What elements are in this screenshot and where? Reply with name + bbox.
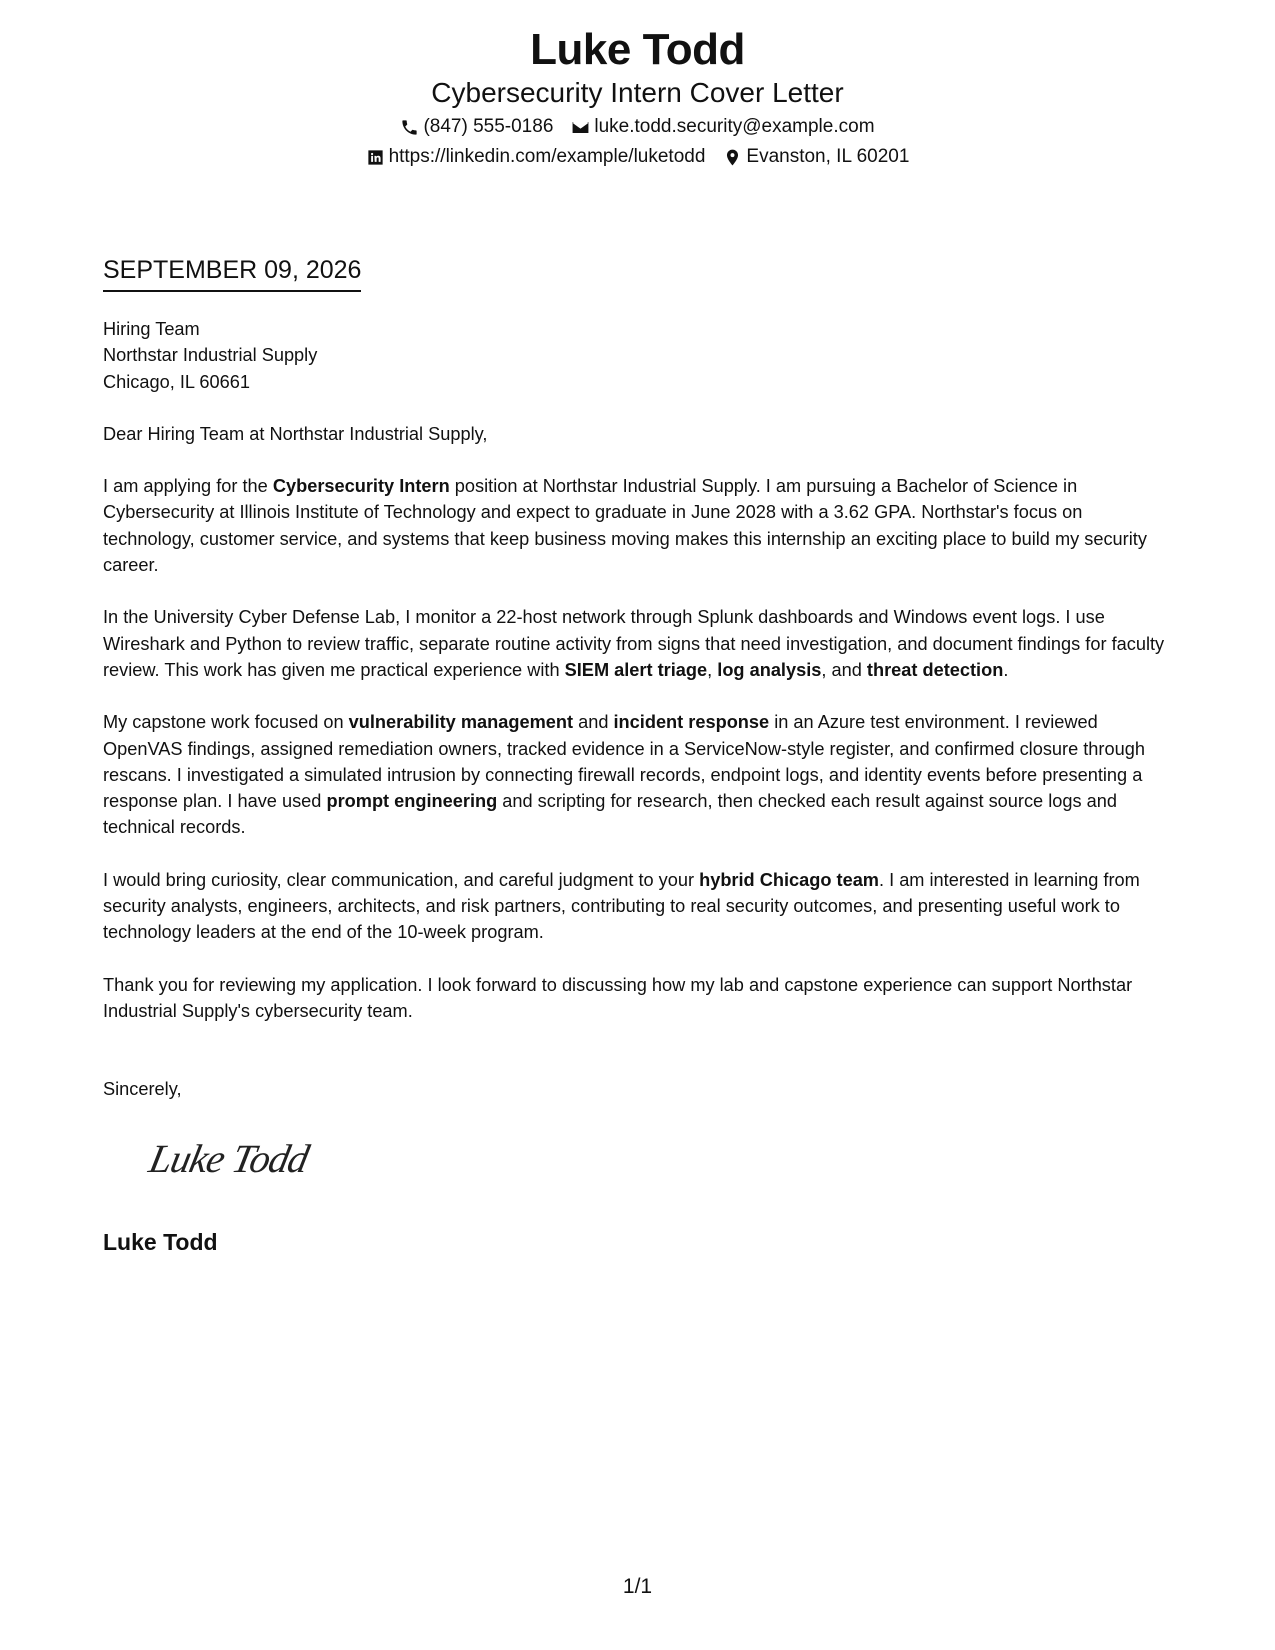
- paragraph-capstone: [103, 709, 1178, 840]
- signer-name: Luke Todd: [103, 1229, 218, 1255]
- letter-body: [103, 316, 1178, 1103]
- recipient-line: Northstar Industrial Supply: [103, 345, 318, 366]
- paragraph-team: [103, 867, 1178, 946]
- paragraph-text: , and: [821, 659, 867, 680]
- paragraph-text: and: [573, 712, 614, 733]
- paragraph-thanks: [103, 972, 1178, 1025]
- recipient-block: [103, 316, 1178, 395]
- paragraph-text: . I am interested in learning from security analysts, engineers, architects, and risk partners, contributing to real security outcomes, and presenting useful work to technology leaders at the end of the 10-week program.: [103, 869, 1140, 943]
- contact-location: [723, 144, 909, 170]
- paragraph-text: and scripting for research, then checked each result against source logs and technical records.: [103, 791, 1117, 838]
- phone-text: (847) 555-0186: [423, 116, 554, 137]
- contact-row-secondary: [0, 144, 1275, 170]
- envelope-icon: [571, 118, 590, 137]
- paragraph-intro: [103, 473, 1178, 578]
- paragraph-text: .: [1003, 659, 1009, 680]
- closing: Sincerely,: [103, 1079, 182, 1100]
- contact-linkedin: [366, 144, 706, 170]
- contact-phone: [400, 114, 553, 140]
- handwritten-signature: Luke Todd: [145, 1136, 313, 1181]
- emphasis-text: SIEM alert triage: [564, 659, 708, 680]
- page-number: 1/1: [622, 1575, 653, 1598]
- document-subtitle: Cybersecurity Intern Cover Letter: [431, 77, 844, 108]
- letter-header: [0, 24, 1275, 170]
- emphasis-text: hybrid Chicago team: [699, 869, 879, 890]
- email-text: luke.todd.security@example.com: [594, 116, 875, 137]
- emphasis-text: incident response: [613, 712, 770, 733]
- paragraph-text: I am applying for the: [103, 476, 273, 497]
- applicant-name: Luke Todd: [530, 25, 745, 74]
- paragraph-text: in an Azure test environment. I reviewed OpenVAS findings, assigned remediation owners, tracked evidence in a ServiceNow-style register, and confirmed closure through rescans. I investigated a simulated intrusion by connecting firewall records, endpoint logs, and identity events before presenting a response plan. I have used: [103, 712, 1145, 812]
- contact-row-primary: [0, 114, 1275, 140]
- map-pin-icon: [723, 148, 742, 167]
- paragraph-lab: [103, 604, 1178, 683]
- location-text: Evanston, IL 60201: [746, 146, 910, 167]
- paragraph-text: I would bring curiosity, clear communication, and careful judgment to your: [103, 869, 700, 890]
- emphasis-text: log analysis: [717, 659, 822, 680]
- emphasis-text: vulnerability management: [348, 712, 574, 733]
- paragraph-text: In the University Cyber Defense Lab, I monitor a 22-host network through Splunk dashboards and Windows event logs. I use Wireshark and Python to review traffic, separate routine activity from signs that need investigation, and document findings for faculty review. This work has given me practical experience with: [103, 607, 1165, 680]
- linkedin-text: https://linkedin.com/example/luketodd: [388, 146, 706, 167]
- contact-email: [571, 114, 874, 140]
- salutation: Dear Hiring Team at Northstar Industrial Supply,: [103, 423, 488, 444]
- phone-icon: [400, 118, 419, 137]
- paragraph-text: position at Northstar Industrial Supply. I am pursuing a Bachelor of Science in Cybersecurity at Illinois Institute of Technology and expect to graduate in June 2028 with a 3.62 GPA. Northstar's focus on technology, customer service, and systems that keep business moving makes this internship an exciting place to build my security career.: [103, 476, 1147, 576]
- recipient-line: Hiring Team: [103, 319, 200, 339]
- paragraph-text: My capstone work focused on: [103, 712, 349, 733]
- letter-date: SEPTEMBER 09, 2026: [103, 255, 361, 292]
- emphasis-text: prompt engineering: [326, 791, 498, 812]
- paragraph-text: Thank you for reviewing my application. I look forward to discussing how my lab and capstone experience can support Northstar Industrial Supply's cybersecurity team.: [103, 974, 1133, 1021]
- recipient-line: Chicago, IL 60661: [103, 371, 250, 392]
- linkedin-icon: [366, 148, 385, 167]
- paragraph-text: ,: [707, 659, 718, 680]
- emphasis-text: Cybersecurity Intern: [272, 476, 450, 497]
- emphasis-text: threat detection: [866, 659, 1004, 680]
